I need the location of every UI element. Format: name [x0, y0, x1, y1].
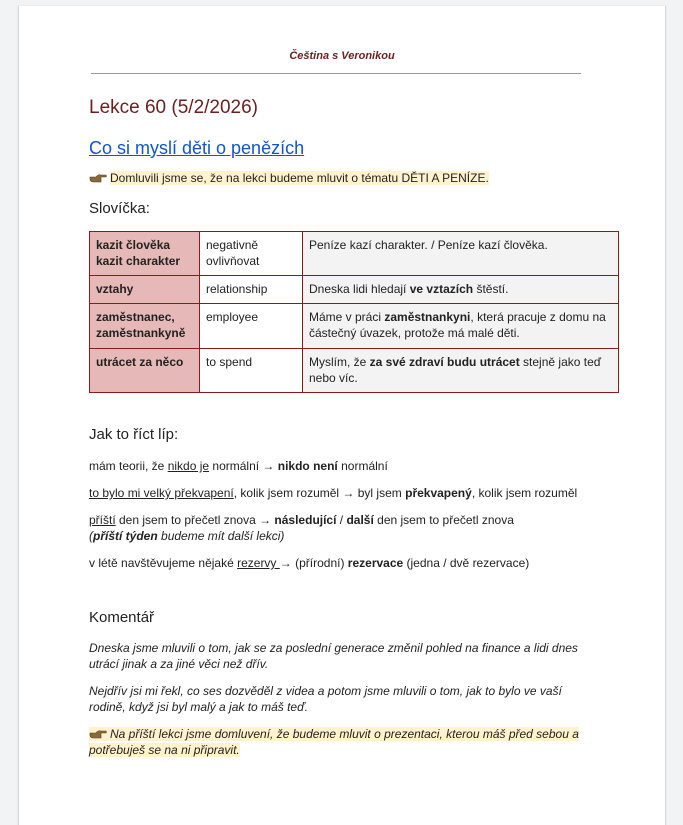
- example-text: Myslím, že: [309, 355, 370, 369]
- vocab-term: [90, 349, 200, 393]
- example-text: , která pracuje z domu na částečný úvazek, protože má malé děti.: [309, 310, 606, 340]
- vocab-meaning: employee: [200, 304, 303, 349]
- pointing-hand-icon: [89, 729, 107, 739]
- example-text: Dneska lidi hledají: [309, 282, 410, 296]
- correction-note: (příští týden budeme mít další lekci): [89, 529, 285, 543]
- vocab-meaning: negativně ovlivňovat: [200, 232, 303, 276]
- comment-heading: Komentář: [89, 609, 155, 626]
- vocab-term: [90, 232, 200, 276]
- pointing-hand-icon: [89, 173, 107, 183]
- term-text: kazit charakter: [96, 254, 181, 268]
- term-text: zaměstnankyně: [96, 326, 186, 340]
- table-row: [90, 232, 619, 276]
- topic-link[interactable]: Co si myslí děti o penězích: [89, 138, 305, 158]
- example-bold: za své zdraví budu utrácet: [369, 355, 520, 369]
- table-row: [90, 304, 619, 349]
- vocab-term: [90, 276, 200, 304]
- comment-paragraph-1: Dneska jsme mluvili o tom, jak se za poslední generace změnil pohled na finance a lidi dnes utrácí jinak a za jiné věci než dřív.: [89, 641, 578, 671]
- example-text: Peníze kazí charakter. / Peníze kazí člověka.: [309, 238, 548, 252]
- vocab-table: [89, 231, 619, 393]
- term-text: zaměstnanec,: [96, 310, 175, 324]
- vocab-example: [303, 232, 619, 276]
- term-text: kazit člověka: [96, 238, 171, 252]
- example-bold: zaměstnankyni: [384, 310, 471, 324]
- comment-text: Na příští lekci jsme domluvení, že budeme mluvit o prezentaci, kterou máš před sebou a potřebuješ se na ni připravit.: [89, 727, 579, 757]
- header-divider: [91, 73, 581, 74]
- vocab-heading: Slovíčka:: [89, 200, 150, 217]
- vocab-example: [303, 349, 619, 393]
- vocab-meaning: relationship: [200, 276, 303, 304]
- example-text: štěstí.: [473, 282, 509, 296]
- correction-line-3: příští den jsem to přečetl znova → následující / další den jsem to přečetl znova (příští týden budeme mít další lekci): [89, 513, 514, 543]
- vocab-example: [303, 276, 619, 304]
- comment-paragraph-3: [89, 726, 599, 758]
- intro-text: Domluvili jsme se, že na lekci budeme mluvit o tématu DĚTI A PENÍZE.: [110, 171, 489, 185]
- correction-line-2: to bylo mi velký překvapení, kolik jsem rozuměl → byl jsem překvapený, kolik jsem rozuměl: [89, 486, 578, 500]
- example-bold: ve vztazích: [409, 282, 474, 296]
- correction-line-1: mám teorii, že nikdo je normální → nikdo není normální: [89, 459, 388, 473]
- page-header: Čeština s Veronikou: [289, 50, 395, 62]
- lesson-title: Lekce 60 (5/2/2026): [89, 97, 259, 118]
- vocab-meaning: to spend: [200, 349, 303, 393]
- vocab-term: [90, 304, 200, 349]
- example-text: Máme v práci: [309, 310, 385, 324]
- example-text: stejně jako teď nebo víc.: [309, 355, 602, 385]
- table-row: [90, 349, 619, 393]
- intro-line: [89, 171, 489, 185]
- comment-paragraph-2: Nejdřív jsi mi řekl, co ses dozvěděl z videa a potom jsme mluvili o tom, jak to bylo ve vaší rodině, když jsi byl malý a jak to máš teď.: [89, 684, 562, 714]
- vocab-example: [303, 304, 619, 349]
- table-row: [90, 276, 619, 304]
- correction-line-4: v létě navštěvujeme nějaké rezervy → (přírodní) rezervace (jedna / dvě rezervace): [89, 556, 530, 570]
- term-text: vztahy: [96, 282, 134, 296]
- term-text: utrácet za něco: [96, 355, 184, 369]
- better-heading: Jak to říct líp:: [89, 426, 179, 443]
- document-page: [18, 6, 666, 825]
